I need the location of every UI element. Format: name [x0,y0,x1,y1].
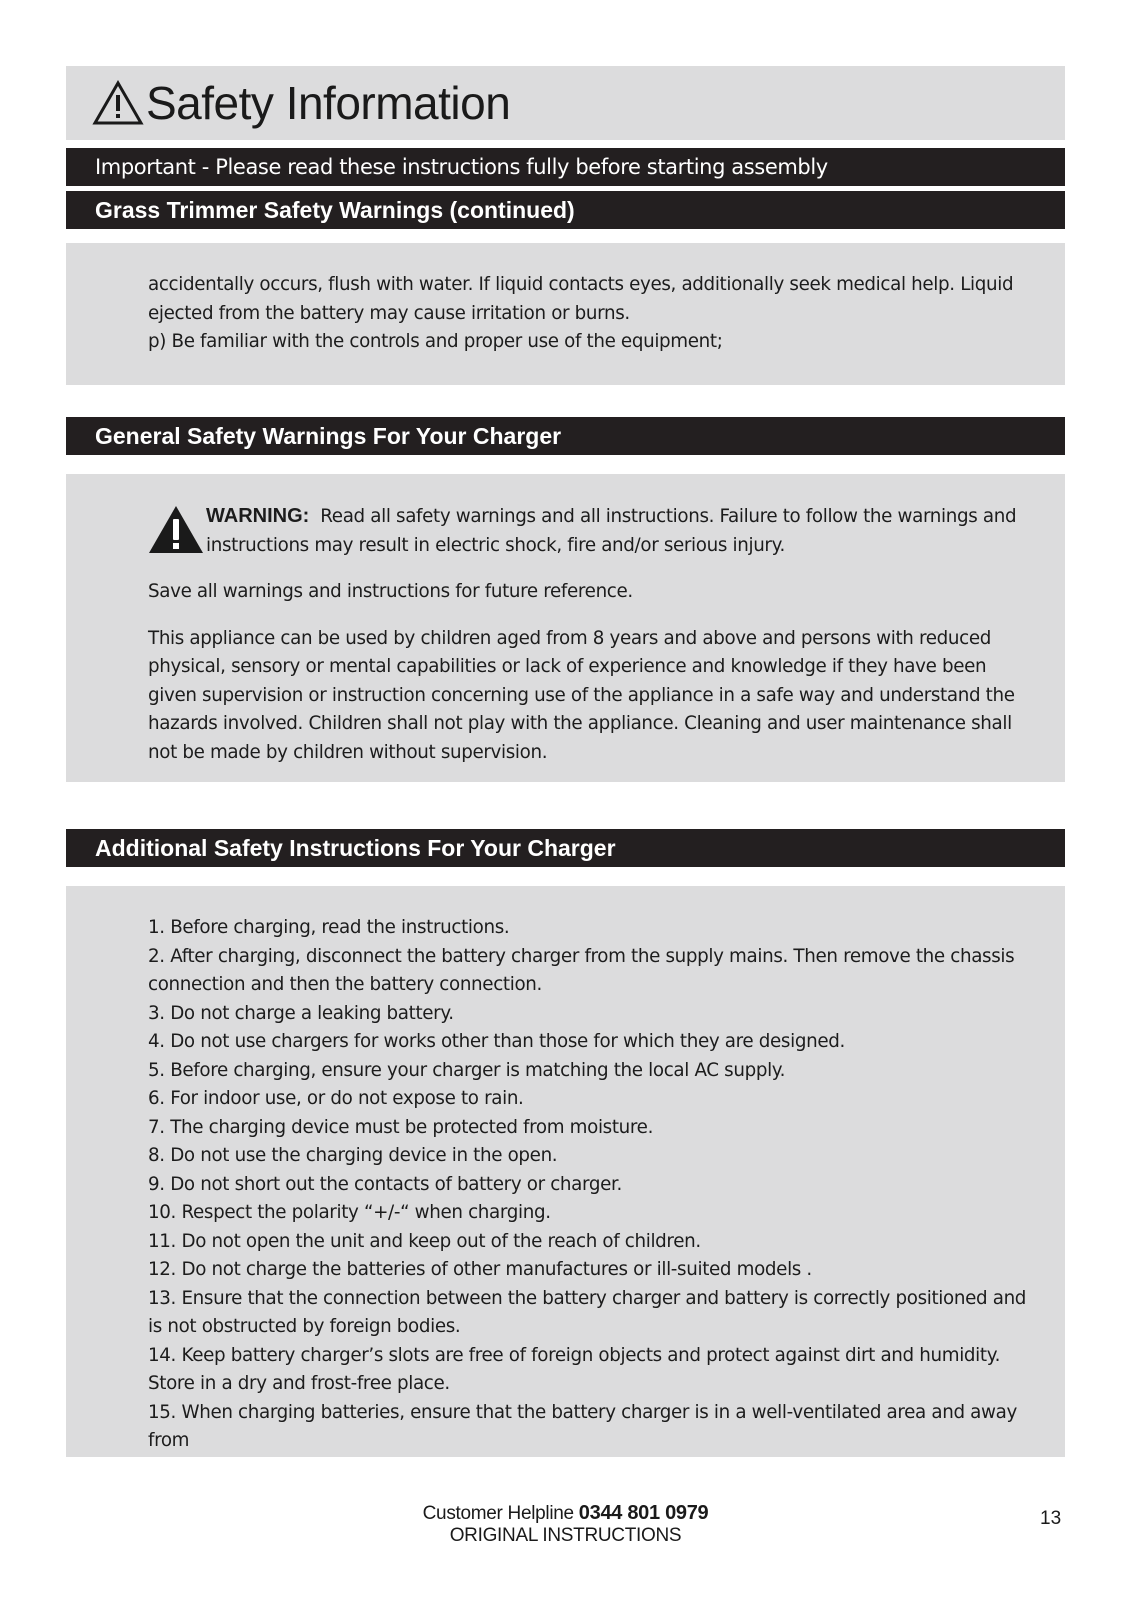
warning-triangle-filled-icon [148,504,204,554]
list-item: 7. The charging device must be protected from moisture. [148,1116,654,1138]
original-instructions-note: ORIGINAL INSTRUCTIONS [449,1525,682,1546]
list-item: 15. When charging batteries, ensure that the battery charger is in a well-ventilated area and away from [148,1401,1017,1451]
paragraph: This appliance can be used by children aged from 8 years and above and persons with reduced physical, sensory or mental capabilities or lack of experience and knowledge if they have been given supervision or instruction concerning use of the appliance in a safe way and understand the hazards involved. Children shall not play with the appliance. Cleaning and user maintenance shall not be made by children without supervision. [148,627,1015,763]
section-heading-grass-trimmer: Grass Trimmer Safety Warnings (continued) [66,191,1065,229]
list-item: 5. Before charging, ensure your charger is matching the local AC supply. [148,1059,786,1081]
page-title: Safety Information [146,77,511,129]
list-item: 12. Do not charge the batteries of other manufactures or ill-suited models . [148,1259,812,1280]
paragraph: p) Be familiar with the controls and proper use of the equipment; [148,331,723,352]
list-item: 8. Do not use the charging device in the open. [148,1145,558,1166]
list-item: 2. After charging, disconnect the battery charger from the supply mains. Then remove the chassis connection and then the battery connection. [148,945,1015,995]
helpline-label: Customer Helpline [422,1503,574,1524]
instructions-list [148,914,1041,1456]
list-item: 3. Do not charge a leaking battery. [148,1002,454,1024]
list-item: 6. For indoor use, or do not expose to rain. [148,1088,524,1109]
list-item: 14. Keep battery charger’s slots are free of foreign objects and protect against dirt and humidity. Store in a dry and frost-free place. [148,1344,1001,1394]
warning-block [148,502,1039,560]
list-item: 1. Before charging, read the instructions. [148,917,510,938]
page-number: 13 [1040,1508,1062,1529]
paragraph: Save all warnings and instructions for future reference. [148,581,633,602]
section-heading-general-charger: General Safety Warnings For Your Charger [66,417,1065,455]
footer [0,1502,1131,1547]
helpline-number: 0344 801 0979 [578,1502,709,1524]
list-item: 11. Do not open the unit and keep out of the reach of children. [148,1230,701,1252]
list-item: 10. Respect the polarity “+/-“ when charging. [148,1202,551,1223]
important-banner: Important - Please read these instructions fully before starting assembly [66,148,1065,186]
section-panel-general-charger [66,474,1065,782]
section-panel-additional-charger [66,886,1065,1457]
title-panel [66,66,1065,140]
list-item: 4. Do not use chargers for works other than those for which they are designed. [148,1031,845,1052]
list-item: 9. Do not short out the contacts of battery or charger. [148,1173,622,1195]
paragraph: accidentally occurs, flush with water. If liquid contacts eyes, additionally seek medical help. Liquid ejected from the battery may cause irritation or burns. [148,274,1014,324]
section-heading-additional-charger: Additional Safety Instructions For Your Charger [66,829,1065,867]
warning-label: WARNING: [206,505,310,527]
list-item: 13. Ensure that the connection between the battery charger and battery is correctly positioned and is not obstructed by foreign bodies. [148,1287,1027,1337]
warning-triangle-outline-icon [92,80,144,126]
section-panel-grass-trimmer [66,243,1065,385]
warning-text: Read all safety warnings and all instructions. Failure to follow the warnings and instructions may result in electric shock, fire and/or serious injury. [206,506,1017,556]
